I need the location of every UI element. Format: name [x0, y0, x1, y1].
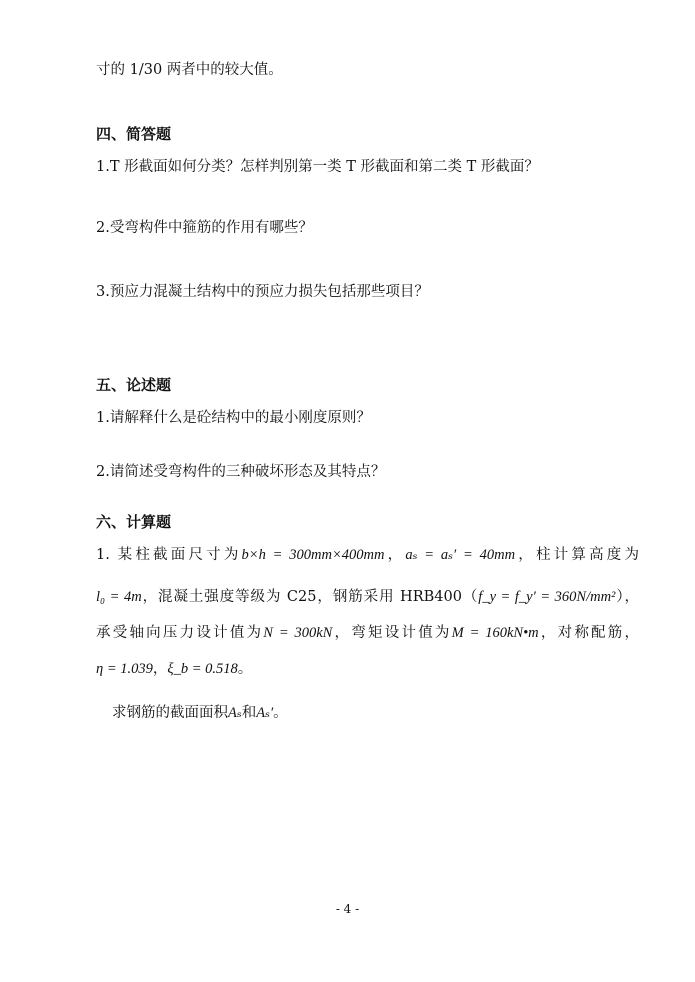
formula-As: Aₛ — [228, 705, 242, 721]
formula-axial-force: N = 300kN — [263, 625, 333, 641]
section-5-title: 五、论述题 — [96, 376, 172, 394]
section-4-title: 四、简答题 — [96, 125, 172, 143]
problem-line-5 — [112, 703, 639, 723]
problem-line-2 — [96, 587, 639, 607]
section-6-title: 六、计算题 — [96, 513, 172, 531]
problem-text: 。 — [237, 661, 253, 677]
formula-height: l₀ = 4m — [96, 589, 142, 605]
section-5-question-1: 1.请解释什么是砼结构中的最小刚度原则？ — [96, 410, 371, 426]
problem-text: 承受轴向压力设计值为 — [96, 625, 264, 641]
section-4-question-1: 1.T 形截面如何分类？怎样判别第一类 T 形截面和第二类 T 形截面？ — [96, 159, 539, 175]
problem-text: ，对称配筋， — [538, 625, 640, 641]
problem-text: 。 — [273, 705, 288, 721]
page-number: - 4 - — [335, 902, 360, 916]
section-5-question-2: 2.请简述受弯构件的三种破坏形态及其特点？ — [96, 464, 386, 480]
continuation-text: 寸的 1/30 两者中的较大值。 — [96, 62, 283, 78]
formula-cover: aₛ = aₛ′ = 40mm — [405, 547, 516, 563]
formula-strength: f_y = f_y′ = 360N/mm² — [478, 589, 616, 605]
formula-moment: M = 160kN•m — [451, 625, 539, 641]
problem-text: ）， — [615, 589, 640, 605]
separator: ， — [152, 661, 168, 677]
problem-text: 和 — [241, 705, 257, 721]
problem-line-4 — [96, 659, 639, 679]
formula-eta: η = 1.039 — [96, 661, 153, 677]
problem-text: ，弯矩设计值为 — [332, 625, 452, 641]
formula-section-size: b×h = 300mm×400mm — [241, 547, 385, 563]
problem-text: ，混凝土强度等级为 C25，钢筋采用 HRB400（ — [141, 589, 479, 605]
problem-line-3 — [96, 623, 639, 643]
problem-text: 1. 某柱截面尺寸为 — [96, 547, 242, 563]
formula-xi: ξ_b = 0.518 — [167, 661, 238, 677]
section-4-question-2: 2.受弯构件中箍筋的作用有哪些？ — [96, 220, 313, 236]
separator: ， — [384, 547, 406, 563]
problem-text: 求钢筋的截面面积 — [112, 705, 228, 721]
section-4-question-3: 3.预应力混凝土结构中的预应力损失包括那些项目？ — [96, 284, 429, 300]
problem-text: ，柱计算高度为 — [515, 547, 640, 563]
problem-line-1 — [96, 545, 639, 565]
formula-As-prime: Aₛ′ — [256, 705, 274, 721]
